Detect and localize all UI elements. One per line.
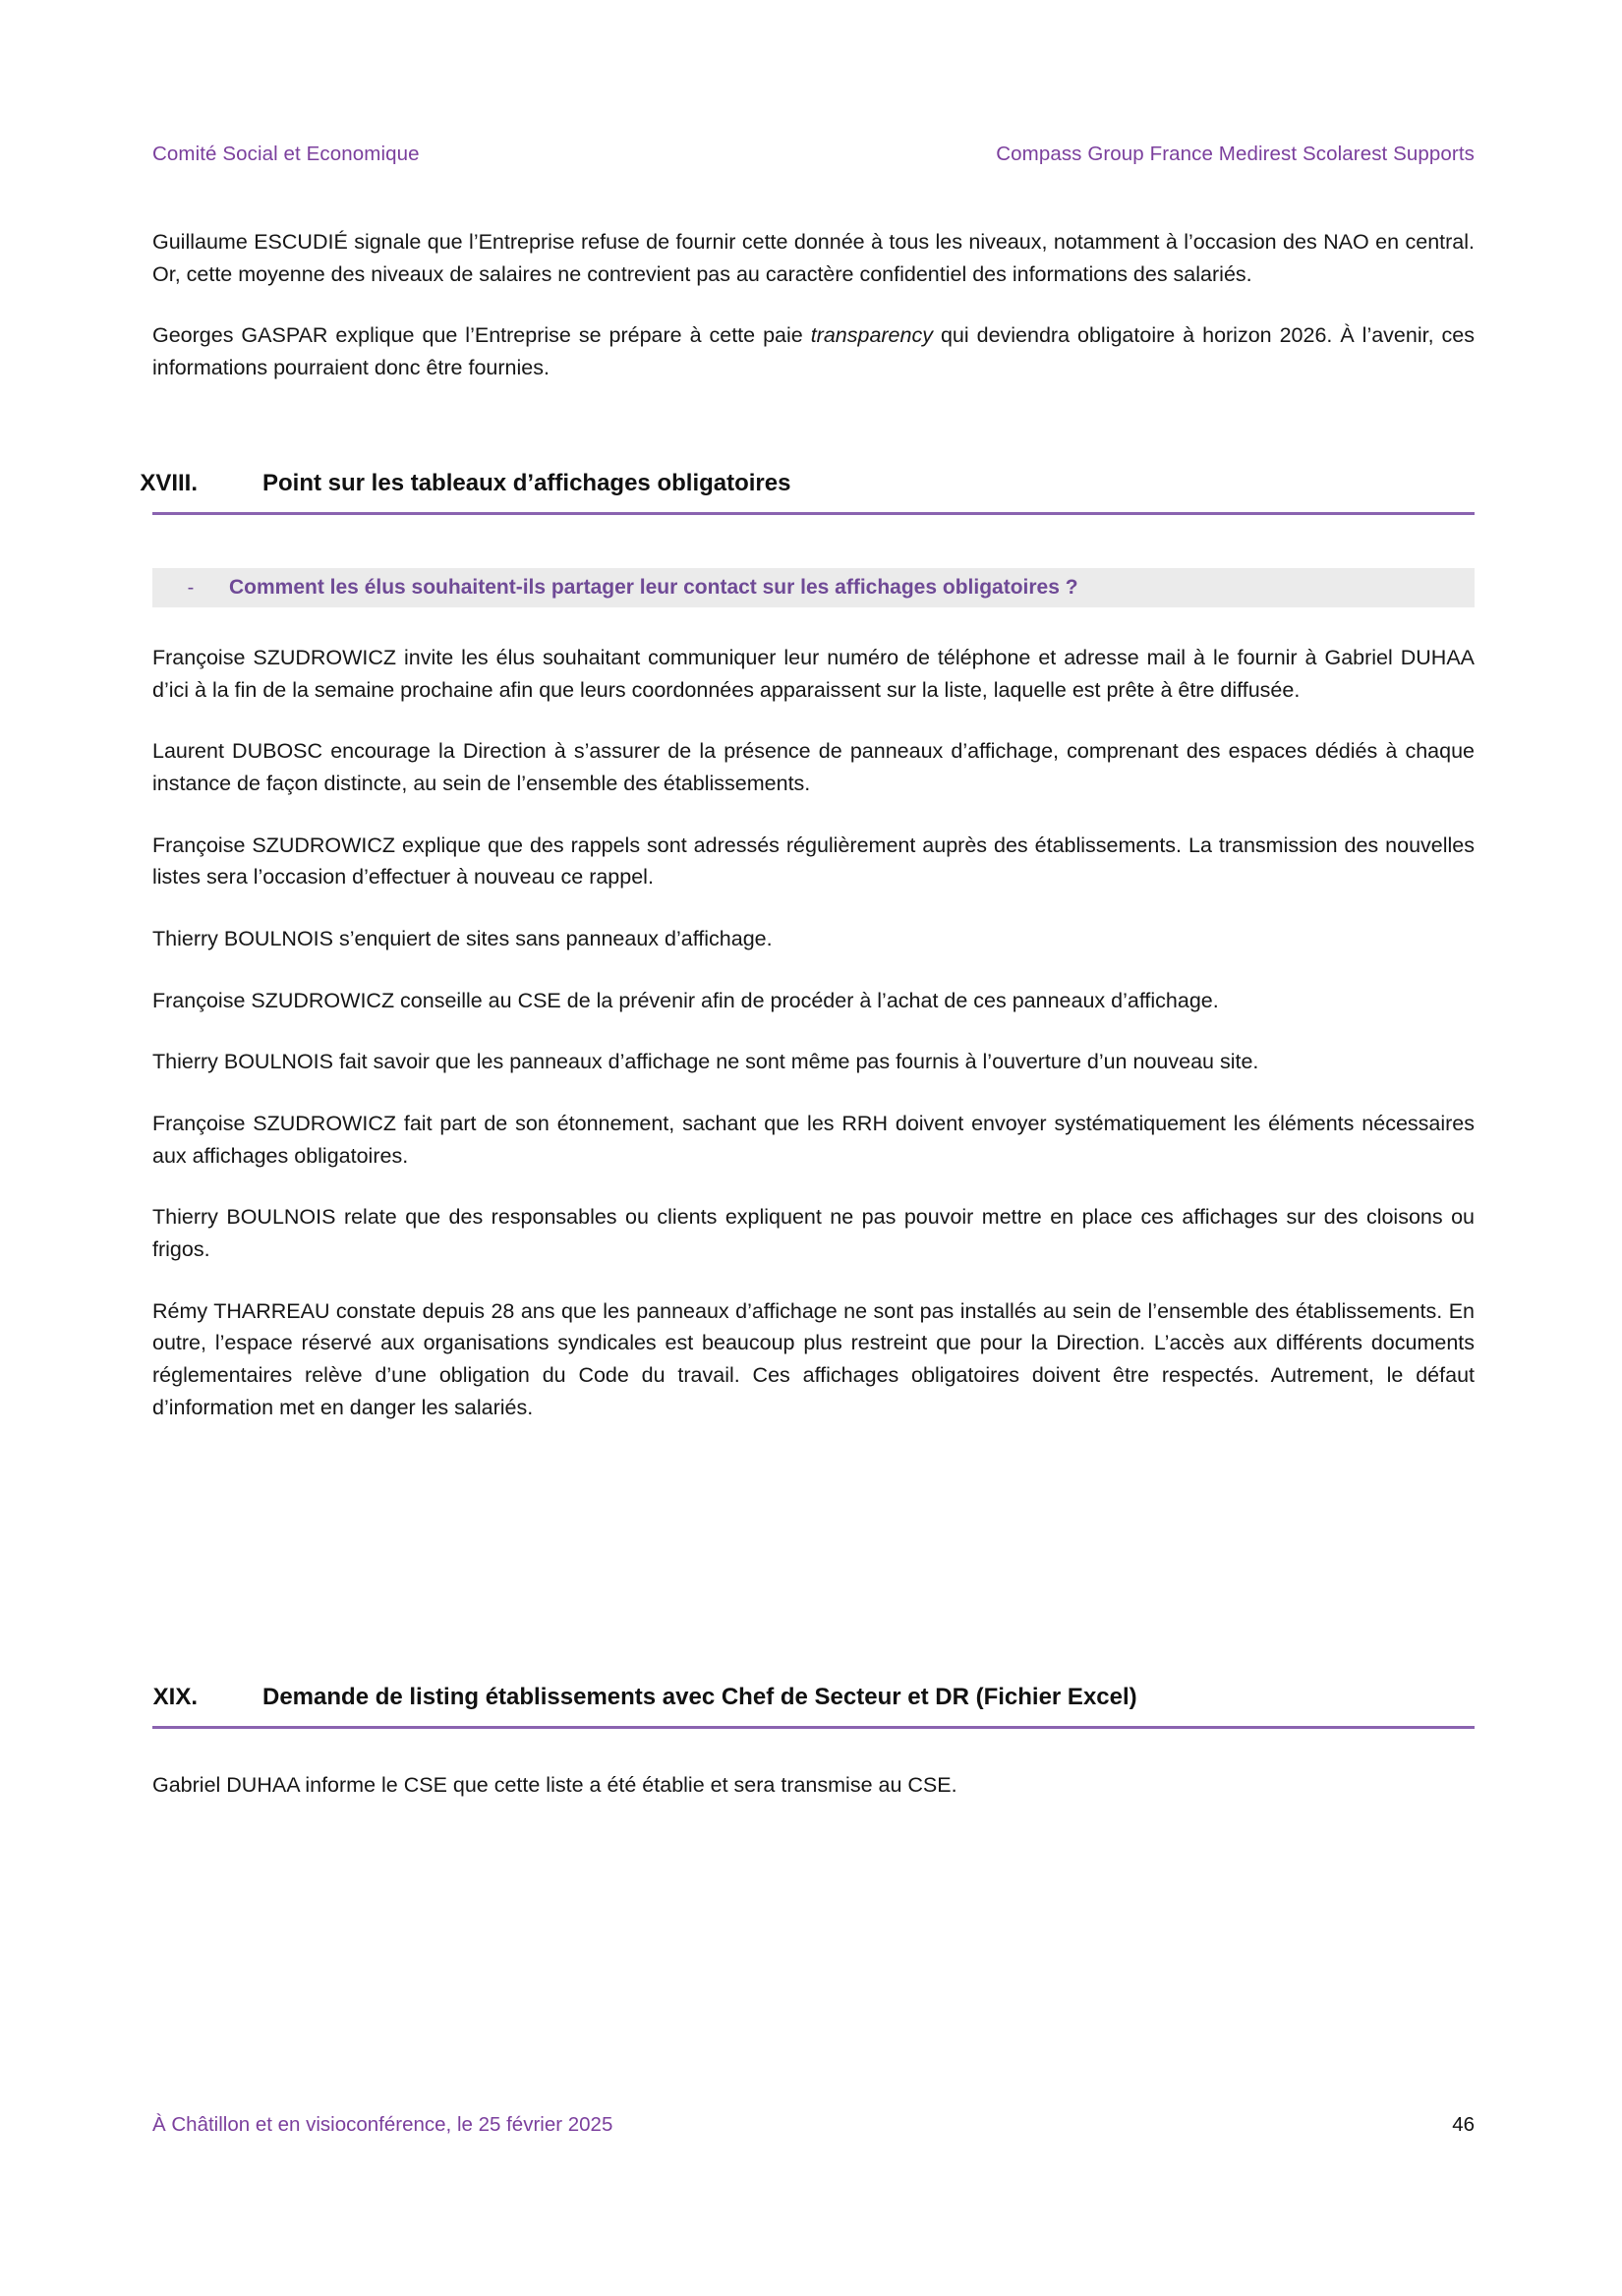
paragraph: Thierry BOULNOIS fait savoir que les panneaux d’affichage ne sont même pas fournis à l’ouverture d’un nouveau site.	[152, 1050, 1259, 1074]
paragraph: Françoise SZUDROWICZ explique que des rappels sont adressés régulièrement auprès des établissements. La transmission des nouvelles listes sera l’occasion d’effectuer à nouveau ce rappel.	[152, 832, 1475, 890]
paragraph-part-a: Georges GASPAR explique que l’Entreprise se prépare à cette paie	[152, 323, 811, 348]
paragraph: Françoise SZUDROWICZ invite les élus souhaitant communiquer leur numéro de téléphone et adresse mail à le fournir à Gabriel DUHAA d’ici à la fin de la semaine prochaine afin que leurs coordonnées apparaissent sur la liste, laquelle est prête à être diffusée.	[152, 646, 1475, 702]
paragraph: Françoise SZUDROWICZ fait part de son étonnement, sachant que les RRH doivent envoyer systématiquement les éléments nécessaires aux affichages obligatoires.	[152, 1112, 1475, 1168]
header-right-text: Compass Group France Medirest Scolarest Supports	[996, 143, 1475, 165]
page-header	[152, 143, 1475, 166]
heading-xix-title: Demande de listing établissements avec Chef de Secteur et DR (Fichier Excel)	[262, 1684, 1137, 1710]
paragraph: Gabriel DUHAA informe le CSE que cette liste a été établie et sera transmise au CSE.	[152, 1773, 957, 1797]
paragraph: Guillaume ESCUDIÉ signale que l’Entreprise refuse de fournir cette donnée à tous les niveaux, notamment à l’occasion des NAO en central. Or, cette moyenne des niveaux de salaires ne contrevient pas au caractère confidentiel des informations des salariés.	[152, 230, 1475, 286]
page-footer	[152, 2113, 1475, 2137]
heading-xviii-rule	[152, 512, 1475, 515]
intro-paragraphs	[152, 226, 1475, 414]
paragraph-italic-term: transparency	[810, 323, 933, 348]
heading-xviii	[67, 470, 1475, 497]
page-number: 46	[1452, 2113, 1475, 2136]
heading-xviii-title: Point sur les tableaux d’affichages obligatoires	[262, 470, 791, 496]
heading-xix	[67, 1684, 1475, 1711]
heading-xviii-number: XVIII.	[140, 470, 198, 496]
paragraph-part-b: qui deviendra obligatoire à horizon 2026. À l’avenir, ces informations pourraient donc être fournies.	[152, 323, 1475, 380]
closing-paragraph-block	[152, 1769, 1475, 1831]
paragraph-with-italic	[152, 319, 1475, 383]
paragraph: Thierry BOULNOIS relate que des responsables ou clients expliquent ne pas pouvoir mettre en place ces affichages sur des cloisons ou frigos.	[152, 1205, 1475, 1262]
paragraph: Rémy THARREAU constate depuis 28 ans que les panneaux d’affichage ne sont pas installés au sein de l’ensemble des établissements. En outre, l’espace réservé aux organisations syndicales est beaucoup plus restreint que pour la Direction. L’accès aux différents documents réglementaires relève d’une obligation du Code du travail. Ces affichages obligatoires doivent être respectés. Autrement, le défaut d’information met en danger les salariés.	[152, 1298, 1475, 1419]
footer-left-text: À Châtillon et en visioconférence, le 25 février 2025	[152, 2113, 613, 2136]
heading-xix-rule	[152, 1726, 1475, 1729]
paragraph: Laurent DUBOSC encourage la Direction à s’assurer de la présence de panneaux d’affichage, comprenant des espaces dédiés à chaque instance de façon distincte, au sein de l’ensemble des établissements.	[152, 739, 1475, 796]
header-left-text: Comité Social et Economique	[152, 143, 420, 165]
paragraph: Françoise SZUDROWICZ conseille au CSE de la prévenir afin de procéder à l’achat de ces panneaux d’affichage.	[152, 988, 1219, 1012]
subquestion-bar	[152, 568, 1475, 607]
main-paragraphs	[152, 642, 1475, 1453]
subquestion-dash: -	[187, 576, 195, 599]
subquestion-text: Comment les élus souhaitent-ils partager leur contact sur les affichages obligatoires ?	[229, 576, 1078, 599]
heading-xix-number: XIX.	[152, 1684, 198, 1710]
paragraph: Thierry BOULNOIS s’enquiert de sites sans panneaux d’affichage.	[152, 927, 773, 951]
